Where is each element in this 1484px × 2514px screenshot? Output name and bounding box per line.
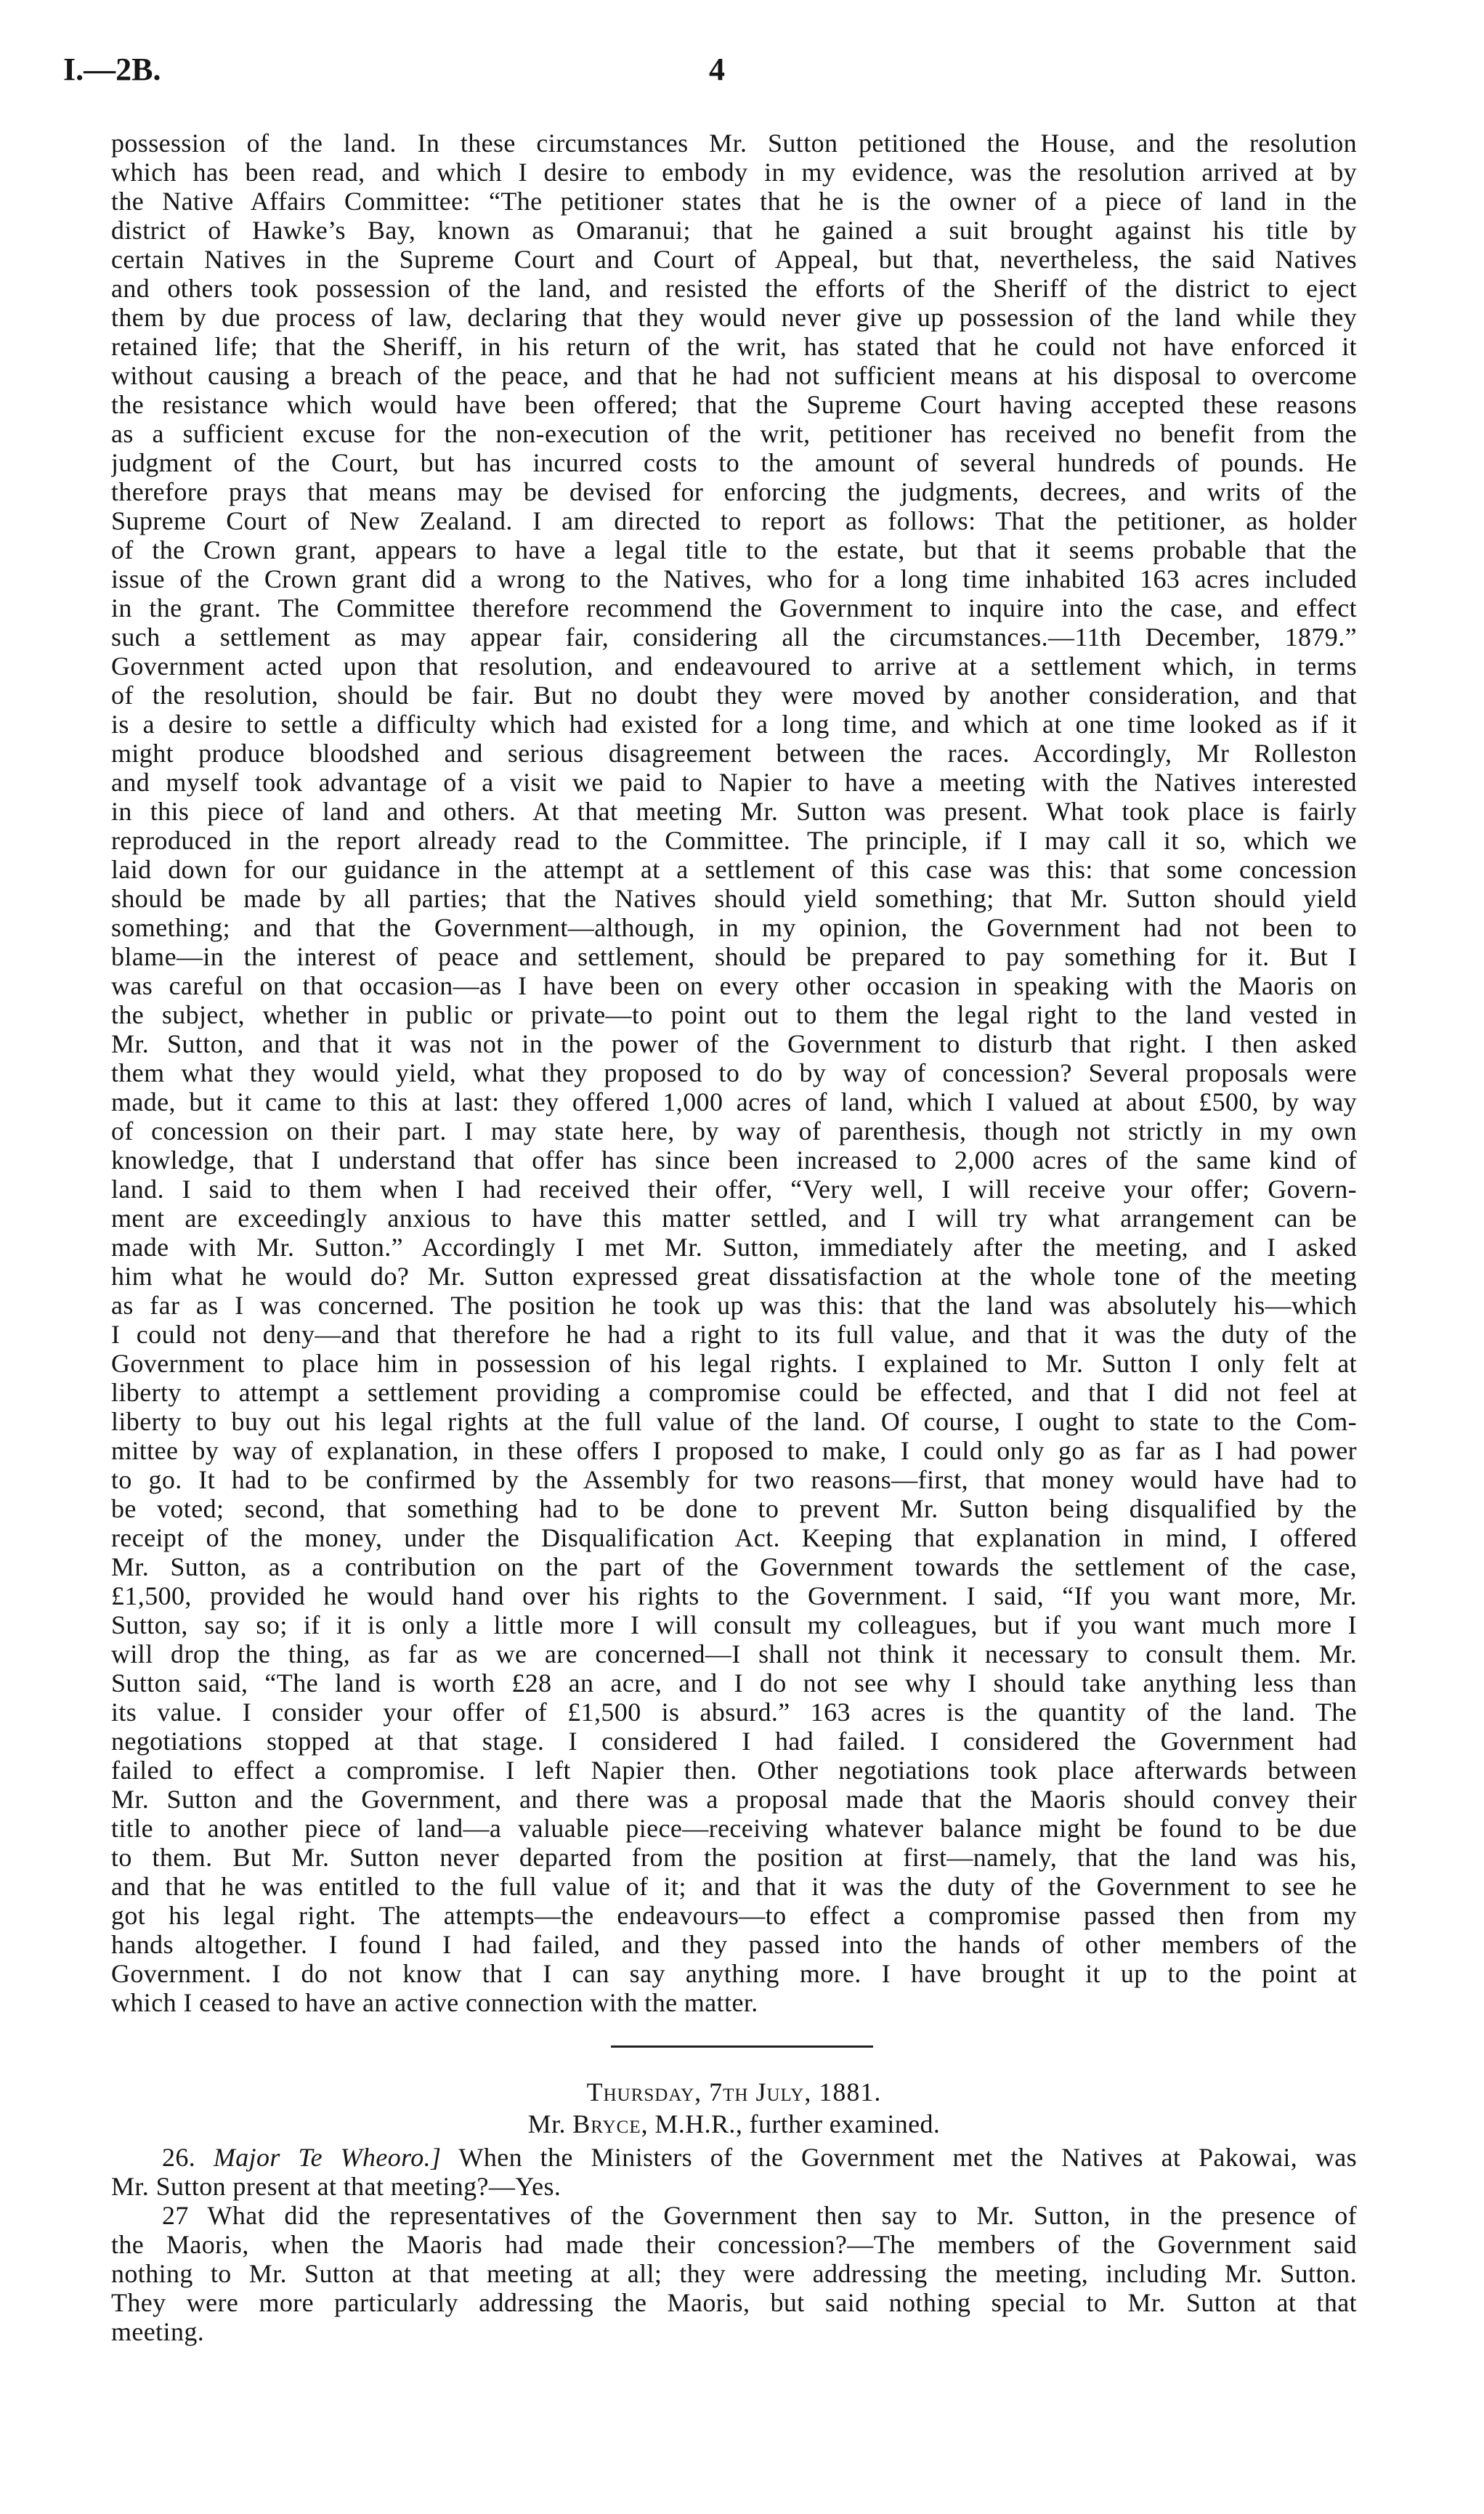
body-line: was careful on that occasion—as I have been on every other occasion in speaking with the Maoris on	[111, 971, 1357, 1000]
body-line: mittee by way of explanation, in these offers I proposed to make, I could only go as far as I had power	[111, 1436, 1357, 1465]
body-line: receipt of the money, under the Disqualification Act. Keeping that explanation in mind, I offered	[111, 1523, 1357, 1552]
question-text: When the Ministers of the Government met the Natives at Pakowai, was	[458, 2143, 1357, 2172]
sitting-heading	[111, 2076, 1357, 2140]
witness-line	[111, 2108, 1357, 2140]
sitting-date: Thursday, 7th July, 1881.	[586, 2077, 882, 2107]
question-text: What did the representatives of the Government then say to Mr. Sutton, in the presence of	[207, 2201, 1357, 2230]
questions-section	[111, 2143, 1357, 2346]
body-line: them what they would yield, what they proposed to do by way of concession? Several proposals were	[111, 1058, 1357, 1087]
body-line: made with Mr. Sutton.” Accordingly I met Mr. Sutton, immediately after the meeting, and I asked	[111, 1233, 1357, 1262]
body-line: him what he would do? Mr. Sutton expressed great dissatisfaction at the whole tone of the meeting	[111, 1262, 1357, 1291]
witness-name: Bryce	[572, 2109, 641, 2138]
question-number: 26.	[162, 2143, 196, 2172]
body-line: therefore prays that means may be devised for enforcing the judgments, decrees, and writs of the	[111, 477, 1357, 506]
body-line: certain Natives in the Supreme Court and Court of Appeal, but that, nevertheless, the said Natives	[111, 245, 1357, 274]
body-line: I could not deny—and that therefore he had a right to its full value, and that it was the duty of the	[111, 1320, 1357, 1349]
question-27-line: the Maoris, when the Maoris had made their concession?—The members of the Government said	[111, 2230, 1357, 2259]
body-line: and that he was entitled to the full value of it; and that it was the duty of the Government to see he	[111, 1872, 1357, 1901]
body-line: Sutton, say so; if it is only a little more I will consult my colleagues, but if you want much more I	[111, 1610, 1357, 1639]
body-line: the resistance which would have been offered; that the Supreme Court having accepted these reasons	[111, 390, 1357, 419]
question-27-line	[111, 2201, 1357, 2230]
body-line: Mr. Sutton, as a contribution on the part of the Government towards the settlement of the case,	[111, 1552, 1357, 1581]
questioner-name: Major Te Wheoro.]	[213, 2143, 442, 2172]
body-line: to them. But Mr. Sutton never departed from the position at first—namely, that the land was his,	[111, 1843, 1357, 1872]
body-line: is a desire to settle a difficulty which had existed for a long time, and which at one time looked as if it	[111, 710, 1357, 739]
section-divider	[611, 2045, 873, 2048]
body-line: district of Hawke’s Bay, known as Omaranui; that he gained a suit brought against his title by	[111, 216, 1357, 245]
body-line: and myself took advantage of a visit we paid to Napier to have a meeting with the Natives interested	[111, 768, 1357, 797]
body-line: the Native Affairs Committee: “The petitioner states that he is the owner of a piece of land in the	[111, 187, 1357, 216]
body-line: Government to place him in possession of his legal rights. I explained to Mr. Sutton I only felt at	[111, 1349, 1357, 1378]
question-26-line: Mr. Sutton present at that meeting?—Yes.	[111, 2172, 561, 2201]
question-26-line	[111, 2143, 1357, 2172]
body-line: hands altogether. I found I had failed, and they passed into the hands of other members of the	[111, 1930, 1357, 1959]
body-line: knowledge, that I understand that offer has since been increased to 2,000 acres of the same kind of	[111, 1146, 1357, 1175]
body-line: might produce bloodshed and serious disagreement between the races. Accordingly, Mr Rolleston	[111, 739, 1357, 768]
body-line: Government. I do not know that I can say anything more. I have brought it up to the point at	[111, 1959, 1357, 1988]
section-code: I.—2B.	[63, 52, 161, 87]
body-line: without causing a breach of the peace, and that he had not sufficient means at his disposal to overcome	[111, 361, 1357, 390]
body-line: to go. It had to be confirmed by the Assembly for two reasons—first, that money would have had to	[111, 1465, 1357, 1494]
body-line: be voted; second, that something had to be done to prevent Mr. Sutton being disqualified by the	[111, 1494, 1357, 1523]
body-line: of concession on their part. I may state here, by way of parenthesis, though not strictly in my own	[111, 1116, 1357, 1146]
body-line: made, but it came to this at last: they offered 1,000 acres of land, which I valued at about £500, by way	[111, 1087, 1357, 1116]
witness-suffix: , M.H.R., further examined.	[641, 2109, 941, 2138]
body-line: liberty to buy out his legal rights at the full value of the land. Of course, I ought to state to the Com-	[111, 1407, 1357, 1436]
body-line: of the Crown grant, appears to have a legal title to the estate, but that it seems probable that the	[111, 535, 1357, 564]
body-line: laid down for our guidance in the attempt at a settlement of this case was this: that some concession	[111, 855, 1357, 884]
body-line: possession of the land. In these circumstances Mr. Sutton petitioned the House, and the resolution	[111, 129, 1357, 158]
witness-prefix: Mr.	[527, 2109, 566, 2138]
body-line: the subject, whether in public or private—to point out to them the legal right to the land vested in	[111, 1000, 1357, 1029]
body-line: negotiations stopped at that stage. I considered I had failed. I considered the Government had	[111, 1727, 1357, 1756]
body-line: Mr. Sutton, and that it was not in the power of the Government to disturb that right. I then asked	[111, 1029, 1357, 1058]
body-line: Supreme Court of New Zealand. I am directed to report as follows: That the petitioner, as holder	[111, 506, 1357, 535]
body-line: ment are exceedingly anxious to have this matter settled, and I will try what arrangement can be	[111, 1204, 1357, 1233]
body-line: and others took possession of the land, and resisted the efforts of the Sheriff of the district to eject	[111, 274, 1357, 303]
body-line: got his legal right. The attempts—the endeavours—to effect a compromise passed then from my	[111, 1901, 1357, 1930]
question-27-line: They were more particularly addressing the Maoris, but said nothing special to Mr. Sutton at that	[111, 2288, 1357, 2317]
body-line: as far as I was concerned. The position he took up was this: that the land was absolutely his—which	[111, 1291, 1357, 1320]
question-number: 27	[162, 2201, 189, 2230]
body-line: something; and that the Government—although, in my opinion, the Government had not been to	[111, 913, 1357, 942]
body-line: them by due process of law, declaring that they would never give up possession of the land while they	[111, 303, 1357, 332]
body-line: in this piece of land and others. At that meeting Mr. Sutton was present. What took place is fairly	[111, 797, 1357, 826]
body-line: which I ceased to have an active connection with the matter.	[111, 1988, 758, 2017]
body-line: reproduced in the report already read to the Committee. The principle, if I may call it so, which we	[111, 826, 1357, 855]
body-line: liberty to attempt a settlement providing a compromise could be effected, and that I did not feel at	[111, 1378, 1357, 1407]
body-line: Government acted upon that resolution, and endeavoured to arrive at a settlement which, in terms	[111, 652, 1357, 681]
page-number: 4	[709, 52, 725, 87]
body-line: will drop the thing, as far as we are concerned—I shall not think it necessary to consult them. Mr.	[111, 1639, 1357, 1668]
body-line: blame—in the interest of peace and settlement, should be prepared to pay something for it. But I	[111, 942, 1357, 971]
body-line: as a sufficient excuse for the non-execution of the writ, petitioner has received no benefit from the	[111, 419, 1357, 448]
body-line: retained life; that the Sheriff, in his return of the writ, has stated that he could not have enforced it	[111, 332, 1357, 361]
question-27-line: meeting.	[111, 2317, 205, 2346]
body-line: judgment of the Court, but has incurred costs to the amount of several hundreds of pounds. He	[111, 448, 1357, 477]
body-line: of the resolution, should be fair. But no doubt they were moved by another consideration, and that	[111, 681, 1357, 710]
body-line: should be made by all parties; that the Natives should yield something; that Mr. Sutton should yield	[111, 884, 1357, 913]
body-line: title to another piece of land—a valuable piece—receiving whatever balance might be found to be due	[111, 1814, 1357, 1843]
body-line: Sutton said, “The land is worth £28 an acre, and I do not see why I should take anything less than	[111, 1668, 1357, 1698]
evidence-paragraph	[111, 129, 1357, 2017]
body-line: its value. I consider your offer of £1,500 is absurd.” 163 acres is the quantity of the land. The	[111, 1698, 1357, 1727]
body-line: issue of the Crown grant did a wrong to the Natives, who for a long time inhabited 163 acres included	[111, 564, 1357, 593]
body-line: such a settlement as may appear fair, considering all the circumstances.—11th December, 1879.”	[111, 623, 1357, 652]
body-line: which has been read, and which I desire to embody in my evidence, was the resolution arrived at by	[111, 158, 1357, 187]
body-line: Mr. Sutton and the Government, and there was a proposal made that the Maoris should convey their	[111, 1785, 1357, 1814]
question-27-line: nothing to Mr. Sutton at that meeting at all; they were addressing the meeting, including Mr. Sutton.	[111, 2259, 1357, 2288]
body-line: in the grant. The Committee therefore recommend the Government to inquire into the case, and effect	[111, 593, 1357, 623]
body-line: failed to effect a compromise. I left Napier then. Other negotiations took place afterwards between	[111, 1756, 1357, 1785]
body-line: land. I said to them when I had received their offer, “Very well, I will receive your offer; Govern-	[111, 1175, 1357, 1204]
body-line: £1,500, provided he would hand over his rights to the Government. I said, “If you want more, Mr.	[111, 1581, 1357, 1610]
